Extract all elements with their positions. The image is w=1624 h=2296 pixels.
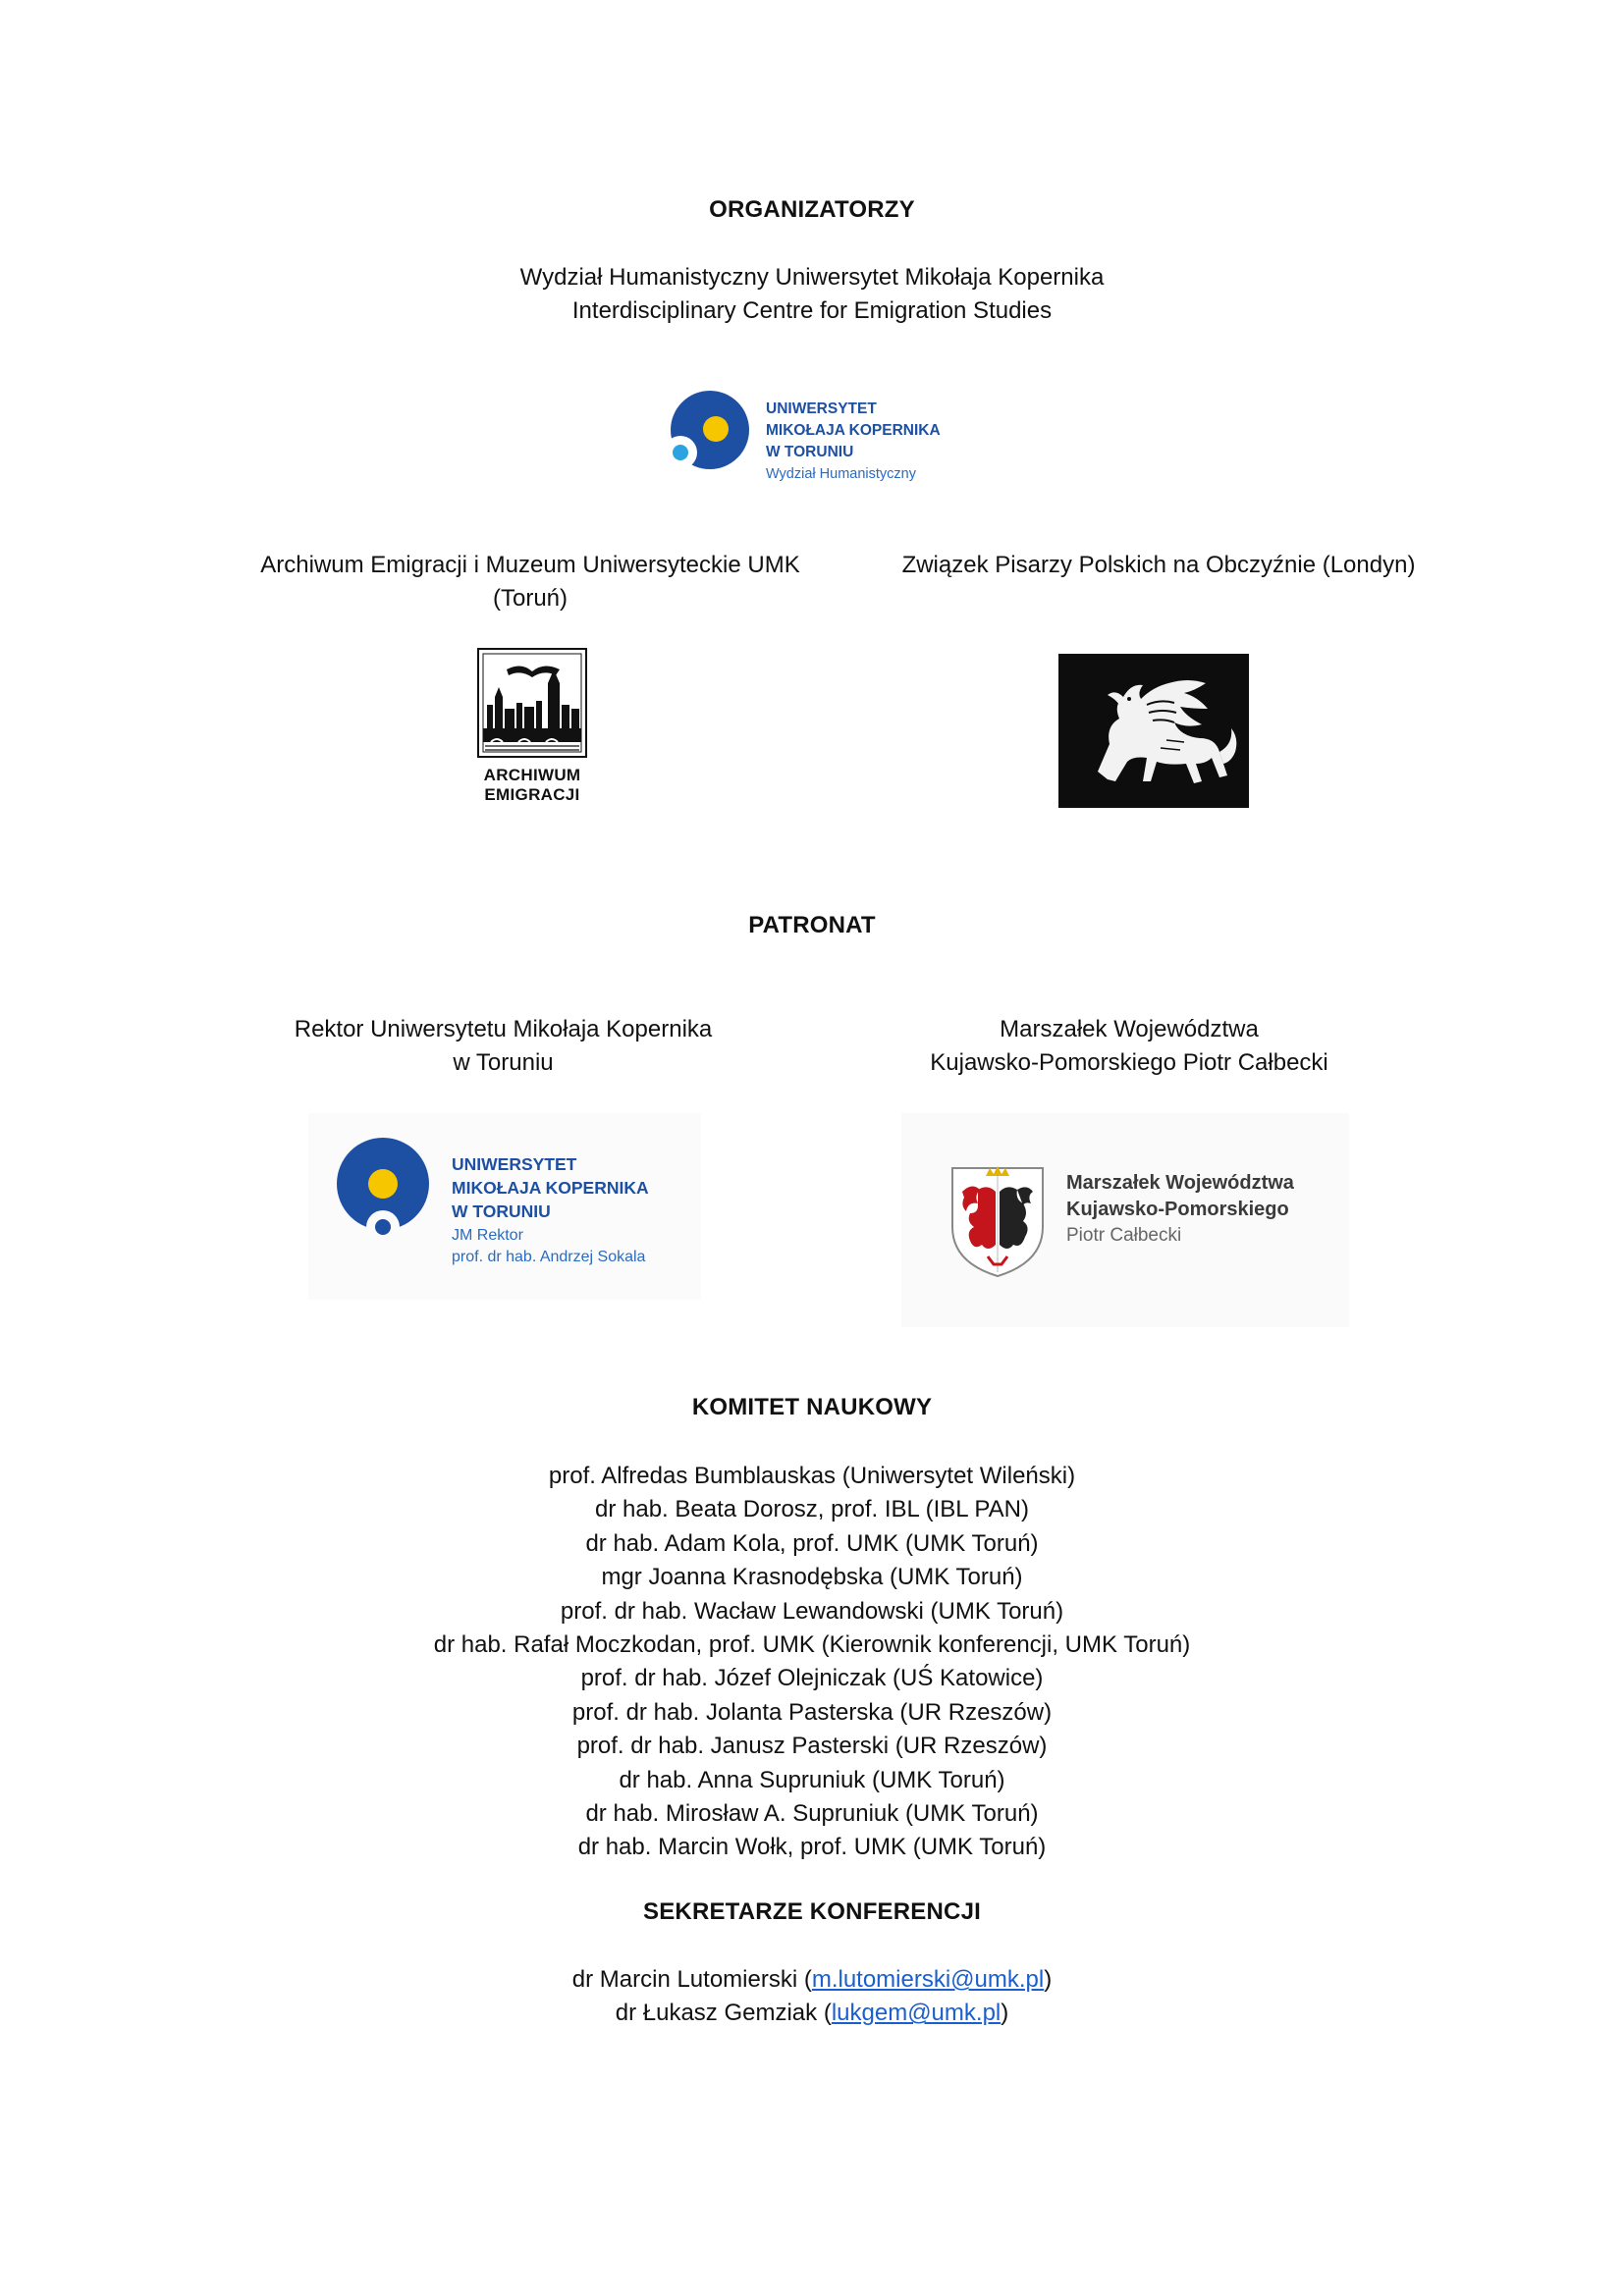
organizers-heading: ORGANIZATORZY [709,196,915,223]
marshal-patron-line-1: Marszałek Województwa [1000,1016,1259,1042]
rector-patron-line-1: Rektor Uniwersytetu Mikołaja Kopernika [294,1016,713,1042]
umk-logo-icon [664,390,752,478]
umk-rector-line-2: MIKOŁAJA KOPERNIKA [452,1178,649,1198]
kujawsko-pomorskie-coat-of-arms-icon [948,1162,1047,1280]
committee-member: dr hab. Beata Dorosz, prof. IBL (IBL PAN) [595,1496,1029,1523]
marshal-patron-line-2: Kujawsko-Pomorskiego Piotr Całbecki [930,1049,1328,1077]
secretary-entry [0,1963,1624,1997]
secretary-entry [0,1997,1624,2030]
committee-member: prof. Alfredas Bumblauskas (Uniwersytet Wileński) [548,1463,1076,1489]
secretaries-heading: SEKRETARZE KONFERENCJI [643,1898,981,1925]
committee-member: dr hab. Mirosław A. Supruniuk (UMK Toruń) [585,1800,1039,1828]
marshal-logo-line-1: Marszałek Województwa [1066,1172,1294,1194]
secretaries-list [0,1963,1624,2031]
umk-rector-sub-1: JM Rektor [452,1227,523,1244]
marshal-logo-line-3: Piotr Całbecki [1066,1225,1182,1246]
archiwum-logo-line-1: ARCHIWUM [483,766,581,784]
writers-union-line-1: Związek Pisarzy Polskich na Obczyźnie (Londyn) [901,552,1416,578]
writers-union-text [864,549,1453,582]
organizer-line-2: Interdisciplinary Centre for Emigration Studies [571,297,1053,325]
london-skyline-icon [477,648,587,758]
archiwum-logo-line-2: EMIGRACJI [484,785,580,804]
secretary-close-paren: ) [1001,2000,1009,2027]
committee-member: dr hab. Adam Kola, prof. UMK (UMK Toruń) [585,1529,1039,1557]
umk-humanities-logo [664,387,968,495]
umk-logo-sub: Wydział Humanistyczny [766,466,916,482]
marshal-logo-line-2: Kujawsko-Pomorskiego [1066,1199,1289,1220]
umk-logo-line-2: MIKOŁAJA KOPERNIKA [766,422,941,439]
secretary-close-paren: ) [1044,1966,1053,1993]
secretary-name: dr Łukasz Gemziak ( [615,2000,832,2027]
archive-organizer-line-2: (Toruń) [492,585,568,613]
organizer-line-1: Wydział Humanistyczny Uniwersytet Mikołaja Kopernika [519,264,1105,291]
rector-patron-line-2: w Toruniu [453,1049,554,1077]
griffin-icon [1058,654,1249,808]
marshal-patron-text [864,1013,1394,1081]
secretary-email-link[interactable]: lukgem@umk.pl [831,2000,1001,2027]
umk-rector-line-3: W TORUNIU [452,1201,551,1221]
marshal-logo [901,1113,1349,1327]
umk-rector-line-1: UNIWERSYTET [452,1154,577,1174]
committee-member: prof. dr hab. Janusz Pasterski (UR Rzeszów) [576,1733,1048,1760]
committee-member: prof. dr hab. Jolanta Pasterska (UR Rzeszów) [571,1698,1053,1726]
organizers-lines [0,261,1624,329]
committee-members-list [0,1460,1624,1865]
committee-heading: KOMITET NAUKOWY [691,1394,933,1420]
secretary-name: dr Marcin Lutomierski ( [571,1966,812,1993]
rector-patron-text [226,1013,781,1081]
committee-member: prof. dr hab. Józef Olejniczak (UŚ Katowice) [580,1665,1044,1692]
umk-rector-logo-icon [336,1137,444,1245]
committee-member: dr hab. Anna Supruniuk (UMK Toruń) [619,1766,1005,1793]
secretary-email-link[interactable]: m.lutomierski@umk.pl [811,1966,1045,1993]
committee-member: dr hab. Rafał Moczkodan, prof. UMK (Kierownik konferencji, UMK Toruń) [433,1631,1191,1659]
griffin-logo [1058,654,1249,808]
committee-member: prof. dr hab. Wacław Lewandowski (UMK Toruń) [560,1597,1064,1625]
patronage-heading: PATRONAT [748,912,876,938]
committee-member: dr hab. Marcin Wołk, prof. UMK (UMK Toruń) [577,1834,1047,1861]
committee-member: mgr Joanna Krasnodębska (UMK Toruń) [601,1564,1023,1591]
archive-organizer-line-1: Archiwum Emigracji i Muzeum Uniwersyteckie UMK [260,552,800,578]
umk-rector-logo [308,1113,701,1300]
archiwum-emigracji-logo [473,648,591,815]
umk-rector-sub-2: prof. dr hab. Andrzej Sokala [452,1249,646,1265]
umk-logo-line-1: UNIWERSYTET [766,400,877,417]
umk-logo-line-3: W TORUNIU [766,444,854,460]
archive-organizer-text [226,549,835,616]
